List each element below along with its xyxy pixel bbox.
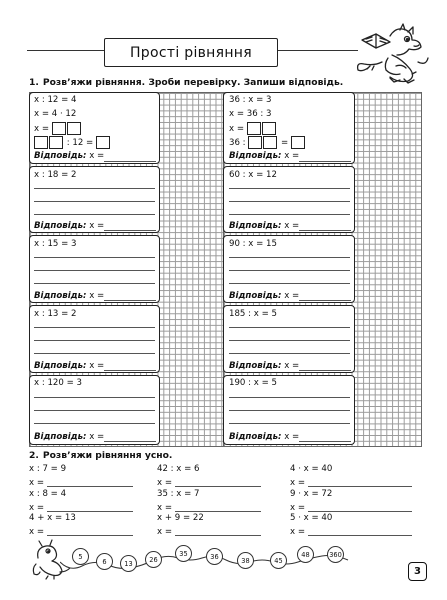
solution-var-6b: x = [229,124,245,134]
check-6 [229,136,306,149]
check-eq-6: = [281,138,289,148]
number-bead-45: 45 [270,552,287,569]
answer-line[interactable] [104,300,156,301]
number-bead-35: 35 [175,545,192,562]
equation-7: 60 : x = 12 [229,170,277,180]
writing-line[interactable] [229,188,350,189]
number-bead-360: 360 [327,546,344,563]
check-box[interactable] [49,136,63,149]
oral-answer-line[interactable] [47,511,133,512]
answer-line[interactable] [299,441,351,442]
oral-equation: 5 · x = 40 [290,513,333,523]
task2-number: 2. [29,450,39,461]
writing-line[interactable] [34,340,155,341]
solution-var-1b: x = [34,124,50,134]
writing-line[interactable] [229,201,350,202]
answer-var: x = [284,361,300,371]
writing-line[interactable] [229,283,350,284]
answer-var: x = [89,291,105,301]
writing-line[interactable] [229,327,350,328]
oral-var: x = [157,527,173,537]
equation-1: x : 12 = 4 [34,95,77,105]
equation-9: 185 : x = 5 [229,309,277,319]
check-1 [34,136,111,149]
writing-line[interactable] [34,270,155,271]
oral-answer-line[interactable] [175,535,261,536]
equation-8: 90 : x = 15 [229,239,277,249]
answer-row-3 [34,291,104,301]
writing-line[interactable] [34,327,155,328]
equation-3: x : 15 = 3 [34,239,77,249]
oral-var: x = [157,478,173,488]
check-prefix-6: 36 : [229,138,246,148]
answer-line[interactable] [299,230,351,231]
check-box[interactable] [96,136,110,149]
oral-equation: 4 + x = 13 [29,513,76,523]
title-rule-left [27,50,105,51]
equation-10: 190 : x = 5 [229,378,277,388]
answer-label: Відповідь: [34,151,87,161]
writing-line[interactable] [229,397,350,398]
answer-line[interactable] [104,370,156,371]
answer-line[interactable] [104,230,156,231]
number-bead-38: 38 [237,552,254,569]
task2-heading [29,450,172,461]
check-box[interactable] [263,136,277,149]
answer-var: x = [284,221,300,231]
writing-line[interactable] [34,423,155,424]
answer-var: x = [284,432,300,442]
equation-2: x : 18 = 2 [34,170,77,180]
answer-line[interactable] [299,300,351,301]
oral-answer-line[interactable] [308,535,412,536]
oral-answer-line[interactable] [175,511,261,512]
answer-line[interactable] [299,161,351,162]
number-bead-36: 36 [206,548,223,565]
solution-step-6b [229,122,277,135]
answer-row-7 [229,221,299,231]
answer-row-4 [34,361,104,371]
writing-line[interactable] [34,397,155,398]
check-box[interactable] [248,136,262,149]
number-bead-26: 26 [145,551,162,568]
answer-row-6 [229,151,299,161]
writing-line[interactable] [229,410,350,411]
task1-number: 1. [29,77,39,88]
answer-label: Відповідь: [229,221,282,231]
oral-var: x = [290,503,306,513]
oral-var: x = [157,503,173,513]
answer-box[interactable] [67,122,81,135]
writing-line[interactable] [34,188,155,189]
page-title: Прості рівняння [104,38,278,67]
answer-label: Відповідь: [34,361,87,371]
answer-label: Відповідь: [229,151,282,161]
writing-line[interactable] [34,201,155,202]
answer-row-5 [34,432,104,442]
page-number: 3 [408,562,427,581]
answer-line[interactable] [299,370,351,371]
answer-label: Відповідь: [229,432,282,442]
oral-equation: 9 · x = 72 [290,489,333,499]
oral-equation: 35 : x = 7 [157,489,200,499]
writing-line[interactable] [229,423,350,424]
answer-label: Відповідь: [229,361,282,371]
writing-line[interactable] [229,340,350,341]
task1-instruction: Розв’яжи рівняння. Зроби перевірку. Запиши відповідь. [42,77,344,88]
oral-answer-line[interactable] [308,486,412,487]
oral-equation: 4 · x = 40 [290,464,333,474]
solution-step-6a: x = 36 : 3 [229,109,272,119]
answer-line[interactable] [104,161,156,162]
answer-label: Відповідь: [34,432,87,442]
oral-answer-line[interactable] [47,535,133,536]
solution-step-1b [34,122,82,135]
solution-step-1a: x = 4 · 12 [34,109,77,119]
oral-answer-line[interactable] [47,486,133,487]
answer-var: x = [284,151,300,161]
check-rest-1: : 12 = [66,138,94,148]
oral-equation: x + 9 = 22 [157,513,204,523]
equation-6: 36 : x = 3 [229,95,272,105]
answer-line[interactable] [104,441,156,442]
answer-row-2 [34,221,104,231]
number-bead-6: 6 [96,553,113,570]
answer-label: Відповідь: [34,291,87,301]
number-bead-48: 48 [297,546,314,563]
equation-4: x : 13 = 2 [34,309,77,319]
check-box[interactable] [291,136,305,149]
answer-var: x = [89,221,105,231]
writing-line[interactable] [229,270,350,271]
oral-var: x = [29,527,45,537]
answer-var: x = [284,291,300,301]
task2-instruction: Розв’яжи рівняння усно. [42,450,173,461]
oral-var: x = [29,478,45,488]
number-bead-5: 5 [72,548,89,565]
equation-5: x : 120 = 3 [34,378,82,388]
writing-line[interactable] [229,353,350,354]
oral-var: x = [29,503,45,513]
writing-line[interactable] [34,214,155,215]
check-box[interactable] [34,136,48,149]
answer-row-1 [34,151,104,161]
oral-answer-line[interactable] [308,511,412,512]
answer-label: Відповідь: [229,291,282,301]
number-bead-13: 13 [120,555,137,572]
answer-row-9 [229,361,299,371]
writing-line[interactable] [34,410,155,411]
answer-row-10 [229,432,299,442]
task1-heading [29,77,343,88]
answer-box[interactable] [262,122,276,135]
writing-line[interactable] [229,214,350,215]
dragon-reading-illustration [352,22,432,84]
oral-equation: x : 8 = 4 [29,489,67,499]
title-rule-right [276,50,358,51]
writing-line[interactable] [229,257,350,258]
oral-var: x = [290,478,306,488]
answer-var: x = [89,432,105,442]
oral-answer-line[interactable] [175,486,261,487]
answer-var: x = [89,361,105,371]
oral-equation: x : 7 = 9 [29,464,67,474]
writing-line[interactable] [34,257,155,258]
oral-equation: 42 : x = 6 [157,464,200,474]
writing-line[interactable] [34,283,155,284]
answer-row-8 [229,291,299,301]
answer-box[interactable] [52,122,66,135]
answer-box[interactable] [247,122,261,135]
writing-line[interactable] [34,353,155,354]
answer-var: x = [89,151,105,161]
answer-label: Відповідь: [34,221,87,231]
oral-var: x = [290,527,306,537]
